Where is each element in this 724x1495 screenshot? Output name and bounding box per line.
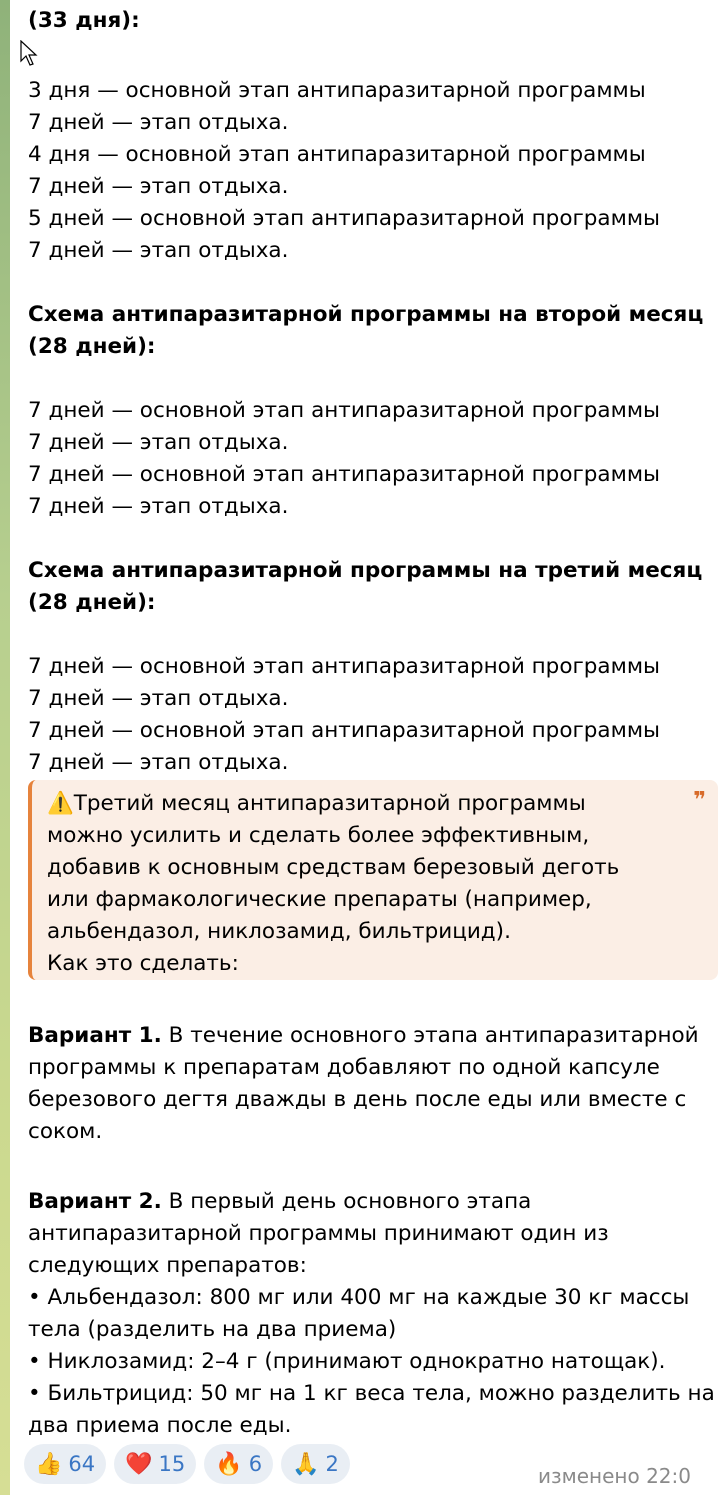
line: 7 дней — этап отдыха. — [28, 750, 289, 775]
heading-month3-days: (28 дней): — [28, 590, 156, 615]
quote-line: можно усилить и сделать более эффективным, — [47, 823, 590, 848]
message-text — [28, 0, 718, 779]
line: 3 дня — основной этап антипаразитарной программы — [28, 78, 646, 103]
heading-month1-tail: (33 дня): — [28, 8, 140, 33]
variant2-line: • Никлозамид: 2–4 г (принимают однократно натощак). — [28, 1349, 666, 1374]
variant2-line: антипаразитарной программы принимают один из — [28, 1221, 609, 1246]
line: 7 дней — основной этап антипаразитарной программы — [28, 718, 661, 743]
variant1-line: березового дегтя дважды в день после еды или вместе с — [28, 1087, 687, 1112]
quote-line — [47, 788, 678, 820]
variants-text — [28, 1020, 718, 1442]
variant1-line — [28, 1020, 718, 1052]
line: 7 дней — основной этап антипаразитарной программы — [28, 462, 661, 487]
quote-line: или фармакологические препараты (например, — [47, 887, 592, 912]
variant1-line: соком. — [28, 1119, 103, 1144]
edited-timestamp: изменено 22:0 — [538, 1464, 691, 1488]
reactions-bar — [24, 1444, 350, 1486]
line: 7 дней — этап отдыха. — [28, 110, 289, 135]
variant2-line: следующих препаратов: — [28, 1253, 307, 1278]
reaction-count: 64 — [68, 1452, 96, 1476]
chat-background-strip — [0, 0, 10, 1495]
reaction-heart[interactable] — [114, 1444, 196, 1484]
quote-text: Третий месяц антипаразитарной программы — [73, 791, 586, 816]
fire-icon: 🔥 — [215, 1451, 243, 1477]
line: 7 дней — этап отдыха. — [28, 238, 289, 263]
line: 7 дней — этап отдыха. — [28, 494, 289, 519]
variant1-line: программы к препаратам добавляют по одной капсуле — [28, 1055, 660, 1080]
pray-icon: 🙏 — [292, 1451, 320, 1477]
variant2-line: тела (разделить на два приема) — [28, 1317, 397, 1342]
line: 4 дня — основной этап антипаразитарной программы — [28, 142, 646, 167]
heading-month3: Схема антипаразитарной программы на третий месяц — [28, 558, 703, 583]
variant1-label: Вариант 1. — [28, 1023, 162, 1048]
quote-mark-icon: ❞ — [693, 788, 706, 813]
quote-line: альбендазол, никлозамид, бильтрицид). — [47, 919, 511, 944]
variant2-text: В первый день основного этапа — [161, 1189, 532, 1214]
reaction-fire[interactable] — [204, 1444, 273, 1484]
reaction-count: 15 — [158, 1452, 186, 1476]
quote-block — [28, 780, 718, 980]
variant2-line — [28, 1186, 718, 1218]
variant2-line: • Бильтрицид: 50 мг на 1 кг веса тела, можно разделить на — [28, 1381, 715, 1406]
reaction-thumbs-up[interactable] — [24, 1444, 106, 1484]
line: 5 дней — основной этап антипаразитарной программы — [28, 206, 661, 231]
thumbs-up-icon: 👍 — [35, 1451, 63, 1477]
line: 7 дней — основной этап антипаразитарной программы — [28, 654, 661, 679]
quote-line: Как это сделать: — [47, 951, 239, 976]
reaction-count: 2 — [325, 1452, 339, 1476]
reaction-count: 6 — [248, 1452, 263, 1476]
variant2-line: • Альбендазол: 800 мг или 400 мг на каждые 30 кг массы — [28, 1285, 690, 1310]
variant1-text: В течение основного этапа антипаразитарной — [161, 1023, 699, 1048]
line: 7 дней — этап отдыха. — [28, 174, 289, 199]
line: 7 дней — основной этап антипаразитарной программы — [28, 398, 661, 423]
line: 7 дней — этап отдыха. — [28, 686, 289, 711]
heart-icon: ❤️ — [125, 1451, 153, 1477]
variant2-line: два приема после еды. — [28, 1413, 292, 1438]
variant2-label: Вариант 2. — [28, 1189, 162, 1214]
heading-month2-days: (28 дней): — [28, 334, 156, 359]
line: 7 дней — этап отдыха. — [28, 430, 289, 455]
quote-line: добавив к основным средствам березовый деготь — [47, 855, 620, 880]
reaction-pray[interactable] — [281, 1444, 350, 1484]
heading-month2: Схема антипаразитарной программы на второй месяц — [28, 302, 704, 327]
warning-icon: ⚠️ — [47, 791, 74, 816]
